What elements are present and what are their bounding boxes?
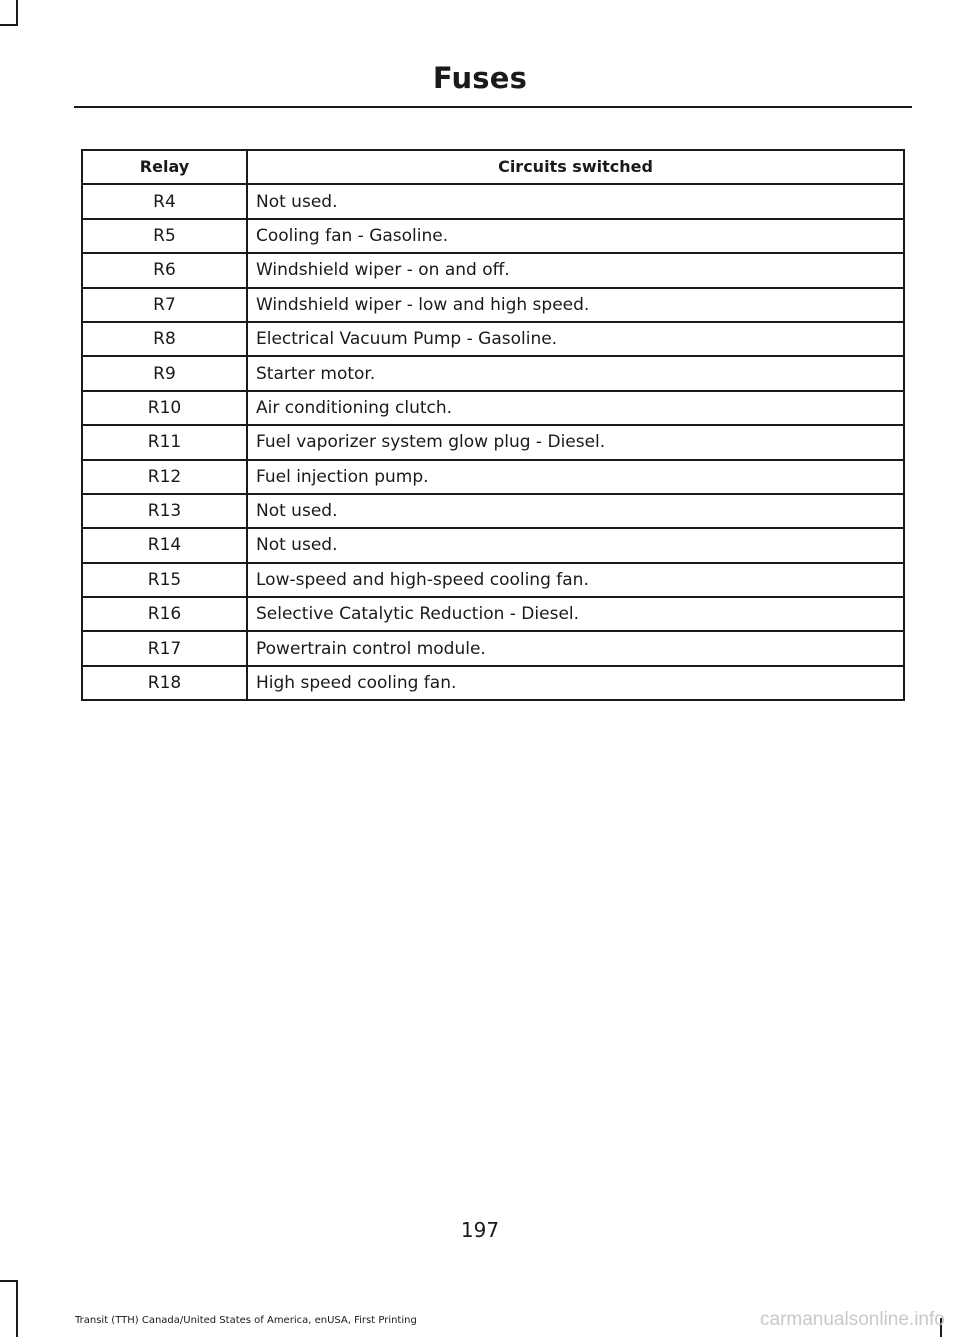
title-divider [74, 106, 912, 108]
circuit-description-cell: Not used. [247, 184, 904, 218]
circuit-description-cell: High speed cooling fan. [247, 666, 904, 700]
circuit-description-cell: Fuel injection pump. [247, 460, 904, 494]
table-row [82, 219, 904, 253]
circuit-description-cell: Low-speed and high-speed cooling fan. [247, 563, 904, 597]
table-row [82, 666, 904, 700]
crop-mark-top-left-h [0, 24, 18, 26]
table-header-row [82, 150, 904, 184]
relay-id-cell: R5 [82, 219, 247, 253]
relay-id-cell: R6 [82, 253, 247, 287]
table-row [82, 597, 904, 631]
table-row [82, 563, 904, 597]
circuit-description-cell: Starter motor. [247, 356, 904, 390]
circuit-description-cell: Cooling fan - Gasoline. [247, 219, 904, 253]
table-row [82, 494, 904, 528]
table-row [82, 184, 904, 218]
relay-table-body [82, 184, 904, 700]
page-number: 197 [460, 1218, 500, 1242]
table-row [82, 631, 904, 665]
relay-id-cell: R18 [82, 666, 247, 700]
table-row [82, 528, 904, 562]
relay-id-cell: R15 [82, 563, 247, 597]
relay-id-cell: R17 [82, 631, 247, 665]
relay-table [81, 149, 905, 701]
relay-id-cell: R10 [82, 391, 247, 425]
column-header-circuits: Circuits switched [247, 150, 904, 184]
relay-id-cell: R11 [82, 425, 247, 459]
relay-id-cell: R16 [82, 597, 247, 631]
crop-mark-bottom-left-h [0, 1280, 18, 1282]
circuit-description-cell: Electrical Vacuum Pump - Gasoline. [247, 322, 904, 356]
relay-id-cell: R13 [82, 494, 247, 528]
table-row [82, 322, 904, 356]
circuit-description-cell: Windshield wiper - low and high speed. [247, 288, 904, 322]
relay-id-cell: R9 [82, 356, 247, 390]
table-row [82, 288, 904, 322]
circuit-description-cell: Fuel vaporizer system glow plug - Diesel. [247, 425, 904, 459]
circuit-description-cell: Windshield wiper - on and off. [247, 253, 904, 287]
circuit-description-cell: Not used. [247, 528, 904, 562]
table-row [82, 391, 904, 425]
relay-id-cell: R4 [82, 184, 247, 218]
circuit-description-cell: Air conditioning clutch. [247, 391, 904, 425]
table-row [82, 356, 904, 390]
table-row [82, 425, 904, 459]
watermark: carmanualsonline.info [760, 1309, 945, 1330]
relay-id-cell: R8 [82, 322, 247, 356]
crop-mark-bottom-left-v [16, 1280, 18, 1337]
relay-id-cell: R14 [82, 528, 247, 562]
edition-footer: Transit (TTH) Canada/United States of America, enUSA, First Printing [75, 1315, 417, 1326]
crop-mark-top-left-v [16, 0, 18, 26]
table-row [82, 460, 904, 494]
circuit-description-cell: Selective Catalytic Reduction - Diesel. [247, 597, 904, 631]
table-row [82, 253, 904, 287]
relay-id-cell: R12 [82, 460, 247, 494]
relay-id-cell: R7 [82, 288, 247, 322]
circuit-description-cell: Not used. [247, 494, 904, 528]
circuit-description-cell: Powertrain control module. [247, 631, 904, 665]
column-header-relay: Relay [82, 150, 247, 184]
page-title: Fuses [432, 61, 528, 95]
